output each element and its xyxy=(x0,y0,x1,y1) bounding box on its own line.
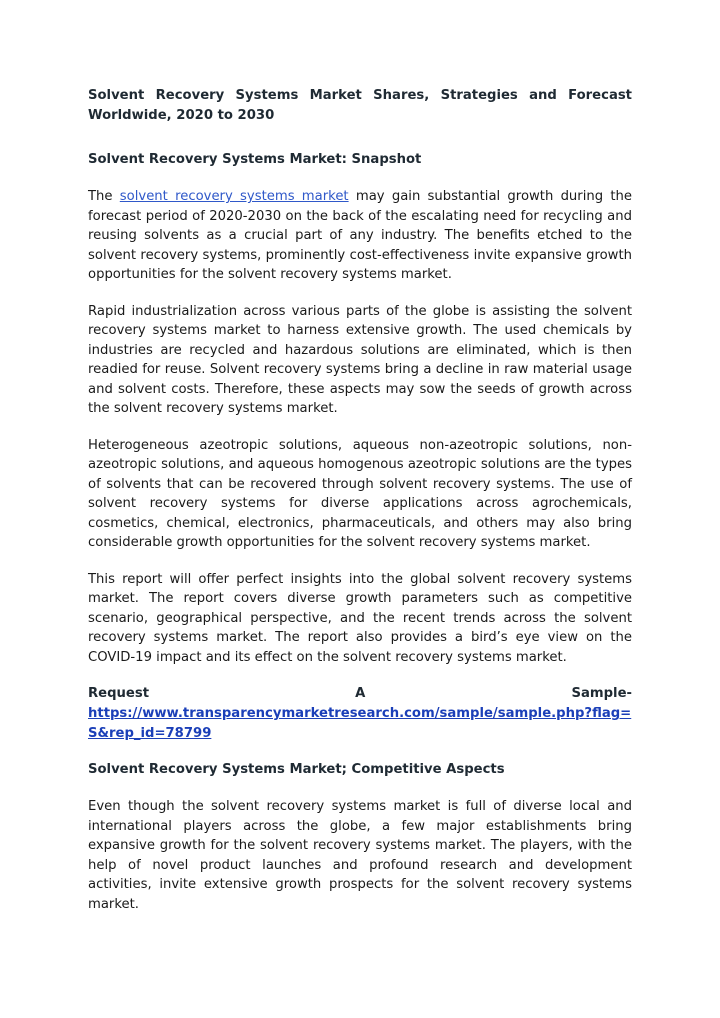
market-link[interactable]: solvent recovery systems market xyxy=(119,189,349,204)
document-title: Solvent Recovery Systems Market Shares, Strategies and Forecast Worldwide, 2020 to 2030 xyxy=(88,88,632,123)
request-word: Request xyxy=(88,686,150,701)
sample-request-link[interactable]: https://www.transparencymarketresearch.com/sample/sample.php?flag=S&rep_id=78799 xyxy=(88,706,632,741)
paragraph-report-insights: This report will offer perfect insights into the global solvent recovery systems market. The report covers diverse growth parameters such as competitive scenario, geographical perspective, and the recent trends across the solvent recovery systems market. The report also provides a bird’s eye view on the COVID-19 impact and its effect on the solvent recovery systems market. xyxy=(88,571,632,665)
paragraph-solution-types: Heterogeneous azeotropic solutions, aqueous non-azeotropic solutions, non-azeotropic solutions, and aqueous homogenous azeotropic solutions are the types of solvents that can be recovered through solvent recovery systems. The use of solvent recovery systems for diverse applications across agrochemicals, cosmetics, chemical, electronics, pharmaceuticals, and others may also bring considerable growth opportunities for the solvent recovery systems market. xyxy=(88,437,632,550)
a-word: A xyxy=(355,686,366,701)
request-sample-label xyxy=(88,684,632,704)
competitive-heading: Solvent Recovery Systems Market; Competitive Aspects xyxy=(88,762,505,777)
intro-suffix: may gain substantial growth during the forecast period of 2020-2030 on the back of the escalating need for recycling and reusing solvents as a crucial part of any industry. The benefits etched to the solvent recovery systems, prominently cost-effectiveness invite expansive growth opportunities for the solvent recovery systems market. xyxy=(88,189,632,282)
intro-prefix: The xyxy=(88,189,120,204)
snapshot-heading: Solvent Recovery Systems Market: Snapshot xyxy=(88,152,422,167)
paragraph-competitive: Even though the solvent recovery systems market is full of diverse local and international players across the globe, a few major establishments bring expansive growth for the solvent recovery systems market. The players, with the help of novel product launches and profound research and development activities, invite extensive growth prospects for the solvent recovery systems market. xyxy=(88,799,632,912)
sample-word: Sample- xyxy=(571,686,632,701)
paragraph-intro xyxy=(88,187,632,285)
document-page xyxy=(88,86,632,931)
paragraph-industrialization: Rapid industrialization across various parts of the globe is assisting the solvent recovery systems market to harness extensive growth. The used chemicals by industries are recycled and hazardous solutions are eliminated, which is then readied for reuse. Solvent recovery systems bring a decline in raw material usage and solvent costs. Therefore, these aspects may sow the seeds of growth across the solvent recovery systems market. xyxy=(88,303,632,416)
